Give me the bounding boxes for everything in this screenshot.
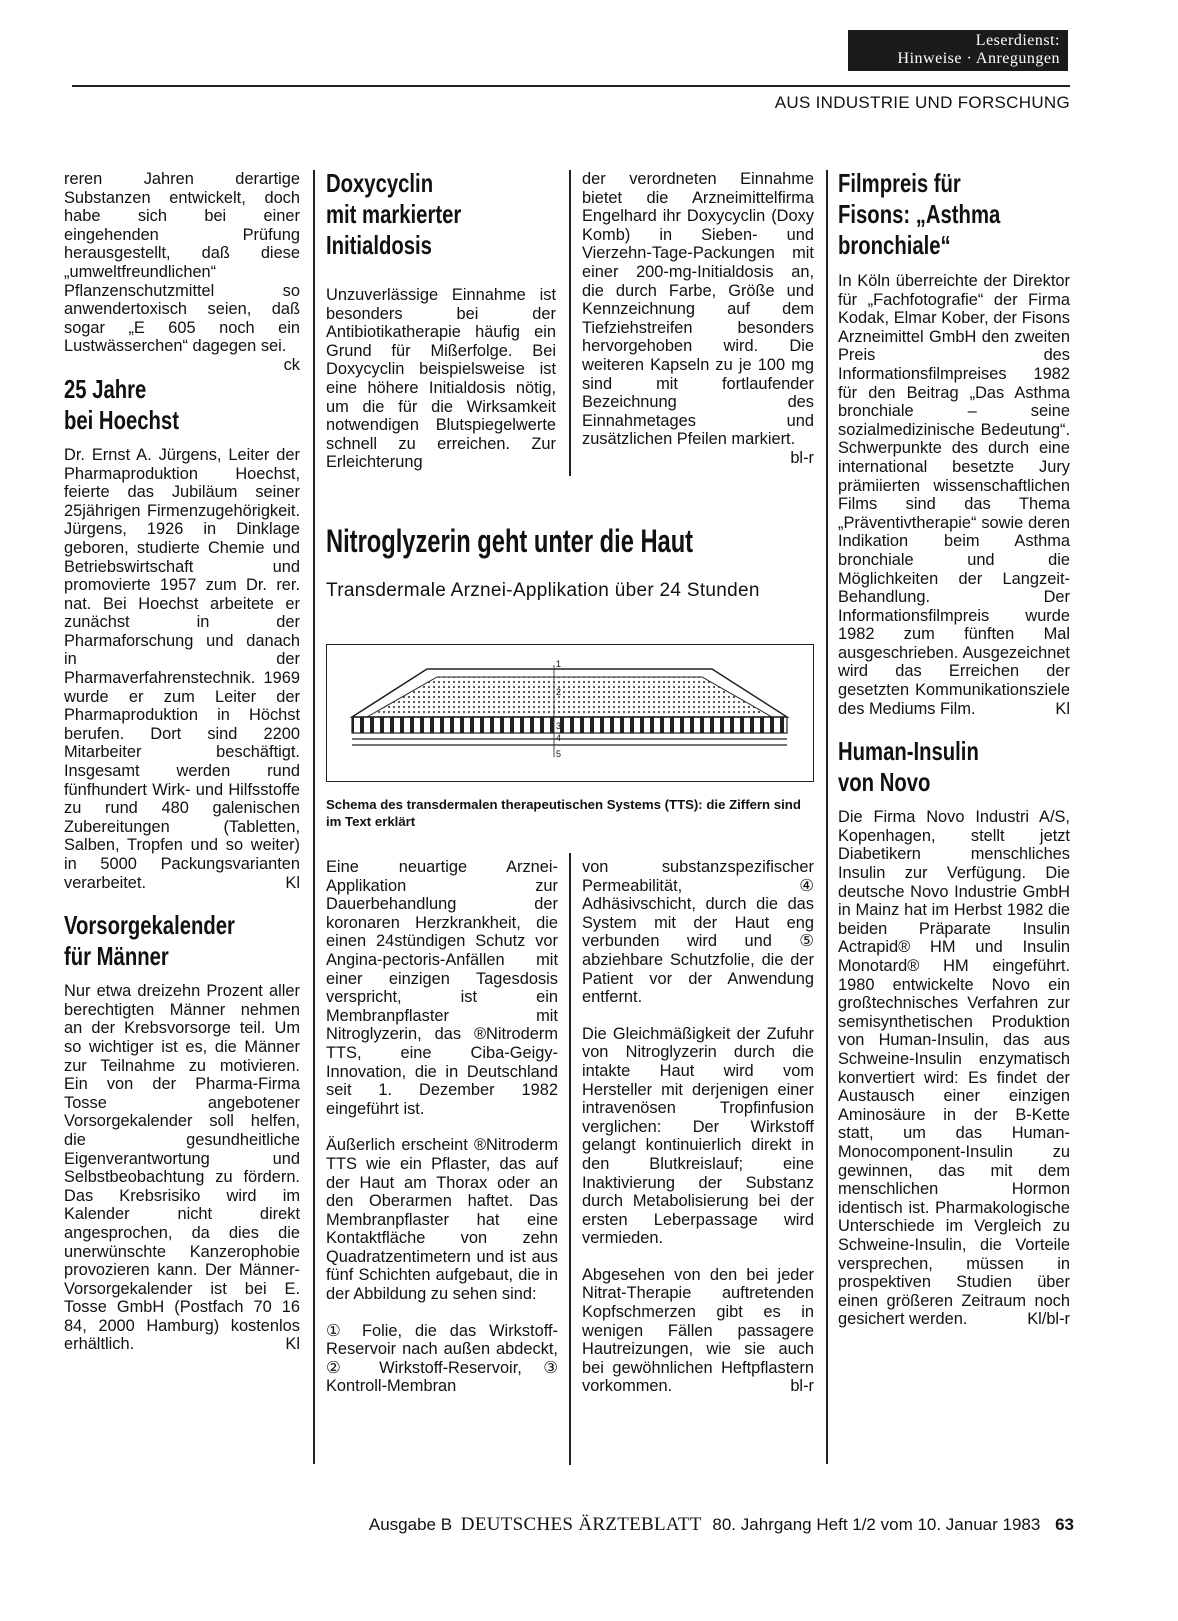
nitro-title: Nitroglyzerin geht unter die Haut [326, 523, 694, 559]
doxy-title-line-3: Initialdosis [326, 230, 432, 260]
insulin-title-line-1: Human-Insulin [838, 736, 979, 767]
figure-caption: Schema des transdermalen therapeutischen Systems (TTS): die Ziffern sind im Text erklärt [326, 797, 801, 829]
tts-figure [326, 644, 814, 782]
insulin-paragraph: Die Firma Novo Industri A/S, Kopenhagen, stellt jetzt Diabetikern menschliches Insulin zur Verfügung. Die deutsche Novo Industrie GmbH in Mainz hat im Herbst 1982 die beiden Präparate Insulin Actrapid® HM und Insulin Monotard® HM eingeführt. 1980 entwickelte Novo ein großtechnisches Verfahren zur semisynthetischen Produktion von Human-Insulin, das aus Schweine-Insulin enzymatisch konvertiert wird: Es findet der Austausch einer einzigen Aminosäure in der B-Kette statt, um das Human-Monocomponent-Insulin zu gewinnen, das mit dem menschlichen Hormon identisch ist. Pharmakologische Unterschiede im Vergleich zu Schweine-Insulin, die Vorteile versprechen, müssen in prospektiven Studien über einen größeren Zeitraum noch gesichert werden. Kl/bl-r [838, 808, 1070, 1329]
column-rule-doxy [569, 170, 571, 476]
doxy-title-line-2: mit markierter [326, 199, 462, 229]
page-footer [369, 1514, 1074, 1536]
hoechst-title-line-1: 25 Jahre [64, 373, 147, 404]
tts-diagram [327, 645, 812, 780]
film-paragraph: In Köln überreichte der Direktor für „Fachfotografie“ der Firma Kodak, Elmar Kober, der Fisons Arzneimittel GmbH den zweiten Preis des Informationsfilmpreises 1982 für den Beitrag „Das Asthma bronchiale – seine sozialmedizinische Bedeutung“. Schwerpunkte des durch eine international besetzte Jury prämiierten wissenschaftlichen Films sind das Thema „Präventivtherapie“ sowie deren Indikation beim Asthma bronchiale und die Möglichkeiten der Langzeit-Behandlung. Der Informationsfilmpreis wurde 1982 zum fünften Mal ausgeschrieben. Ausgezeichnet wird das Erreichen der gesetzten Kommunikationsziele des Mediums Film. Kl [838, 272, 1070, 718]
nitro-right-p3: Abgesehen von den bei jeder Nitrat-Therapie auftretenden Kopfschmerzen gibt es in wenigen Fällen passagere Hautreizungen, wie sie auch bei gewöhnlichen Heftpflastern vorkommen. bl-r [582, 1265, 814, 1396]
column-rule-nitro [569, 853, 571, 1465]
nitro-subtitle: Transdermale Arznei-Applikation über 24 Stunden [326, 580, 760, 601]
nitro-right-p2: Die Gleichmäßigkeit der Zufuhr von Nitroglyzerin durch die intakte Haut wird vom Hersteller mit derjenigen einer intravenösen Tropfinfusion verglichen: Der Wirkstoff gelangt kontinuierlich direkt in den Blutkreislauf; eine Inaktivierung der Substanz durch Metabolisierung bei der ersten Leberpassage wird vermieden. [582, 1024, 814, 1248]
intro-paragraph: reren Jahren derartige Substanzen entwickelt, doch habe sich bei einer eingehenden Prüfung herausgestellt, daß diese „umweltfreundlichen“ Pflanzenschutzmittel so anwendertoxisch seien, daß sogar „E 605 noch ein Lustwässerchen“ dagegen sei. ck [64, 170, 300, 374]
vorsorge-paragraph: Nur etwa dreizehn Prozent aller berechtigten Männer nehmen an der Krebsvorsorge teil. Um so wichtiger ist es, die Männer zur Teilnahme zu motivieren. Ein von der Pharma-Firma Tosse angebotener Vorsorgekalender soll helfen, die gesundheitliche Eigenverantwortung und Selbstbeobachtung zu fördern. Das Krebsrisiko wird im Kalender nicht direkt angesprochen, da dies die unerwünschte Kanzerophobie provozieren kann. Der Männer-Vorsorgekalender ist bei E. Tosse GmbH (Postfach 70 16 84, 2000 Hamburg) kostenlos erhältlich. Kl [64, 982, 300, 1354]
figure-label-1: 1 [556, 659, 562, 669]
doxy-right-text: der verordneten Einnahme bietet die Arzneimittelfirma Engelhard ihr Doxycyclin (Doxy Komb) in Sieben- und Vierzehn-Tage-Packungen mit einer 200-mg-Initialdosis an, die durch Farbe, Größe und Kennzeichnung auf dem Tiefziehstreifen besonders hervorgehoben wird. Die weiteren Kapseln zu je 100 mg sind mit fortlaufender Bezeichnung des Einnahmetages und zusätzlichen Pfeilen markiert. bl-r [582, 170, 814, 467]
doxy-left-text: Unzuverlässige Einnahme ist besonders bei der Antibiotikatherapie häufig ein Grund für Mißerfolge. Bei Doxycyclin beispielsweise ist eine höhere Initialdosis nötig, um die für die Wirksamkeit notwendigen Blutspiegelwerte schnell zu erreichen. Zur Erleichterung [326, 286, 556, 472]
figure-label-5: 5 [556, 749, 562, 759]
badge-line-2: Hinweise · Anregungen [897, 50, 1060, 67]
nitro-right-p1: von substanzspezifischer Permeabilität, ④ Adhäsivschicht, durch die das System mit der Haut eng verbunden wird und ⑤ abziehbare Schutzfolie, die der Patient vor der Anwendung entfernt. [582, 858, 814, 1007]
vorsorge-title-line-2: für Männer [64, 941, 169, 972]
hoechst-title-line-2: bei Hoechst [64, 404, 179, 435]
footer-issue: 80. Jahrgang Heft 1/2 vom 10. Januar 1983 [712, 1515, 1041, 1534]
column-4 [838, 168, 1070, 1329]
column-rule-1 [313, 170, 315, 1464]
footer-journal: DEUTSCHES ÄRZTEBLATT [460, 1514, 702, 1535]
doxy-title-line-1: Doxycyclin [326, 168, 434, 198]
nitro-left-p3: ① Folie, die das Wirkstoff-Reservoir nach außen abdeckt, ② Wirkstoff-Reservoir, ③ Kontroll-Membran [326, 1321, 558, 1396]
insulin-title-line-2: von Novo [838, 767, 931, 798]
nitro-left-p2: Äußerlich erscheint ®Nitroderm TTS wie ein Pflaster, das auf der Haut am Thorax oder an den Oberarmen haftet. Das Membranpflaster hat eine Kontaktfläche von zehn Quadratzentimetern und ist aus fünf Schichten aufgebaut, die in der Abbildung zu sehen sind: [326, 1136, 558, 1304]
doxy-title [326, 168, 562, 261]
column-1 [64, 170, 300, 1354]
film-title-line-2: Fisons: „Asthma [838, 199, 1001, 229]
footer-edition: Ausgabe B [368, 1515, 453, 1534]
film-title-line-3: bronchiale“ [838, 230, 951, 260]
hoechst-paragraph: Dr. Ernst A. Jürgens, Leiter der Pharmaproduktion Hoechst, feierte das Jubiläum seiner 25jährigen Firmenzugehörigkeit. Jürgens, 1926 in Dinklage geboren, studierte Chemie und Betriebswirtschaft und promovierte 1957 zum Dr. rer. nat. Bei Hoechst arbeitete er zunächst in der Pharmaforschung und danach in der Pharmaverfahrenstechnik. 1969 wurde er zum Leiter der Pharmaproduktion in Höchst berufen. Dort sind 2200 Mitarbeiter beschäftigt. Insgesamt werden rund fünfhundert Wirk- und Hilfsstoffe zu rund 480 galenischen Zubereitungen (Tabletten, Salben, Tropfen und so weiter) in 5000 Packungsvarianten verarbeitet. Kl [64, 445, 300, 892]
nitro-left-p1: Eine neuartige Arznei-Applikation zur Dauerbehandlung der koronaren Herzkrankheit, die einen 24stündigen Schutz vor Angina-pectoris-Anfällen mit einer einzigen Tagesdosis verspricht, ist ein Membranpflaster mit Nitroglyzerin, das ®Nitroderm TTS, eine Ciba-Geigy-Innovation, die in Deutschland seit 1. Dezember 1982 eingeführt ist. [326, 858, 558, 1118]
badge-line-1: Leserdienst: [975, 32, 1060, 49]
figure-label-2: 2 [556, 687, 562, 697]
leserdienst-badge [848, 30, 1068, 71]
nitro-left-text [326, 858, 558, 1396]
figure-label-4: 4 [556, 733, 562, 743]
header-rule [72, 85, 1070, 87]
film-title-line-1: Filmpreis für [838, 168, 961, 198]
nitro-right-text [582, 858, 814, 1396]
column-rule-3 [826, 170, 828, 1464]
section-title: AUS INDUSTRIE UND FORSCHUNG [774, 93, 1070, 112]
page-number: 63 [1055, 1515, 1074, 1534]
vorsorge-title-line-1: Vorsorgekalender [64, 910, 235, 941]
figure-label-3: 3 [556, 721, 562, 731]
